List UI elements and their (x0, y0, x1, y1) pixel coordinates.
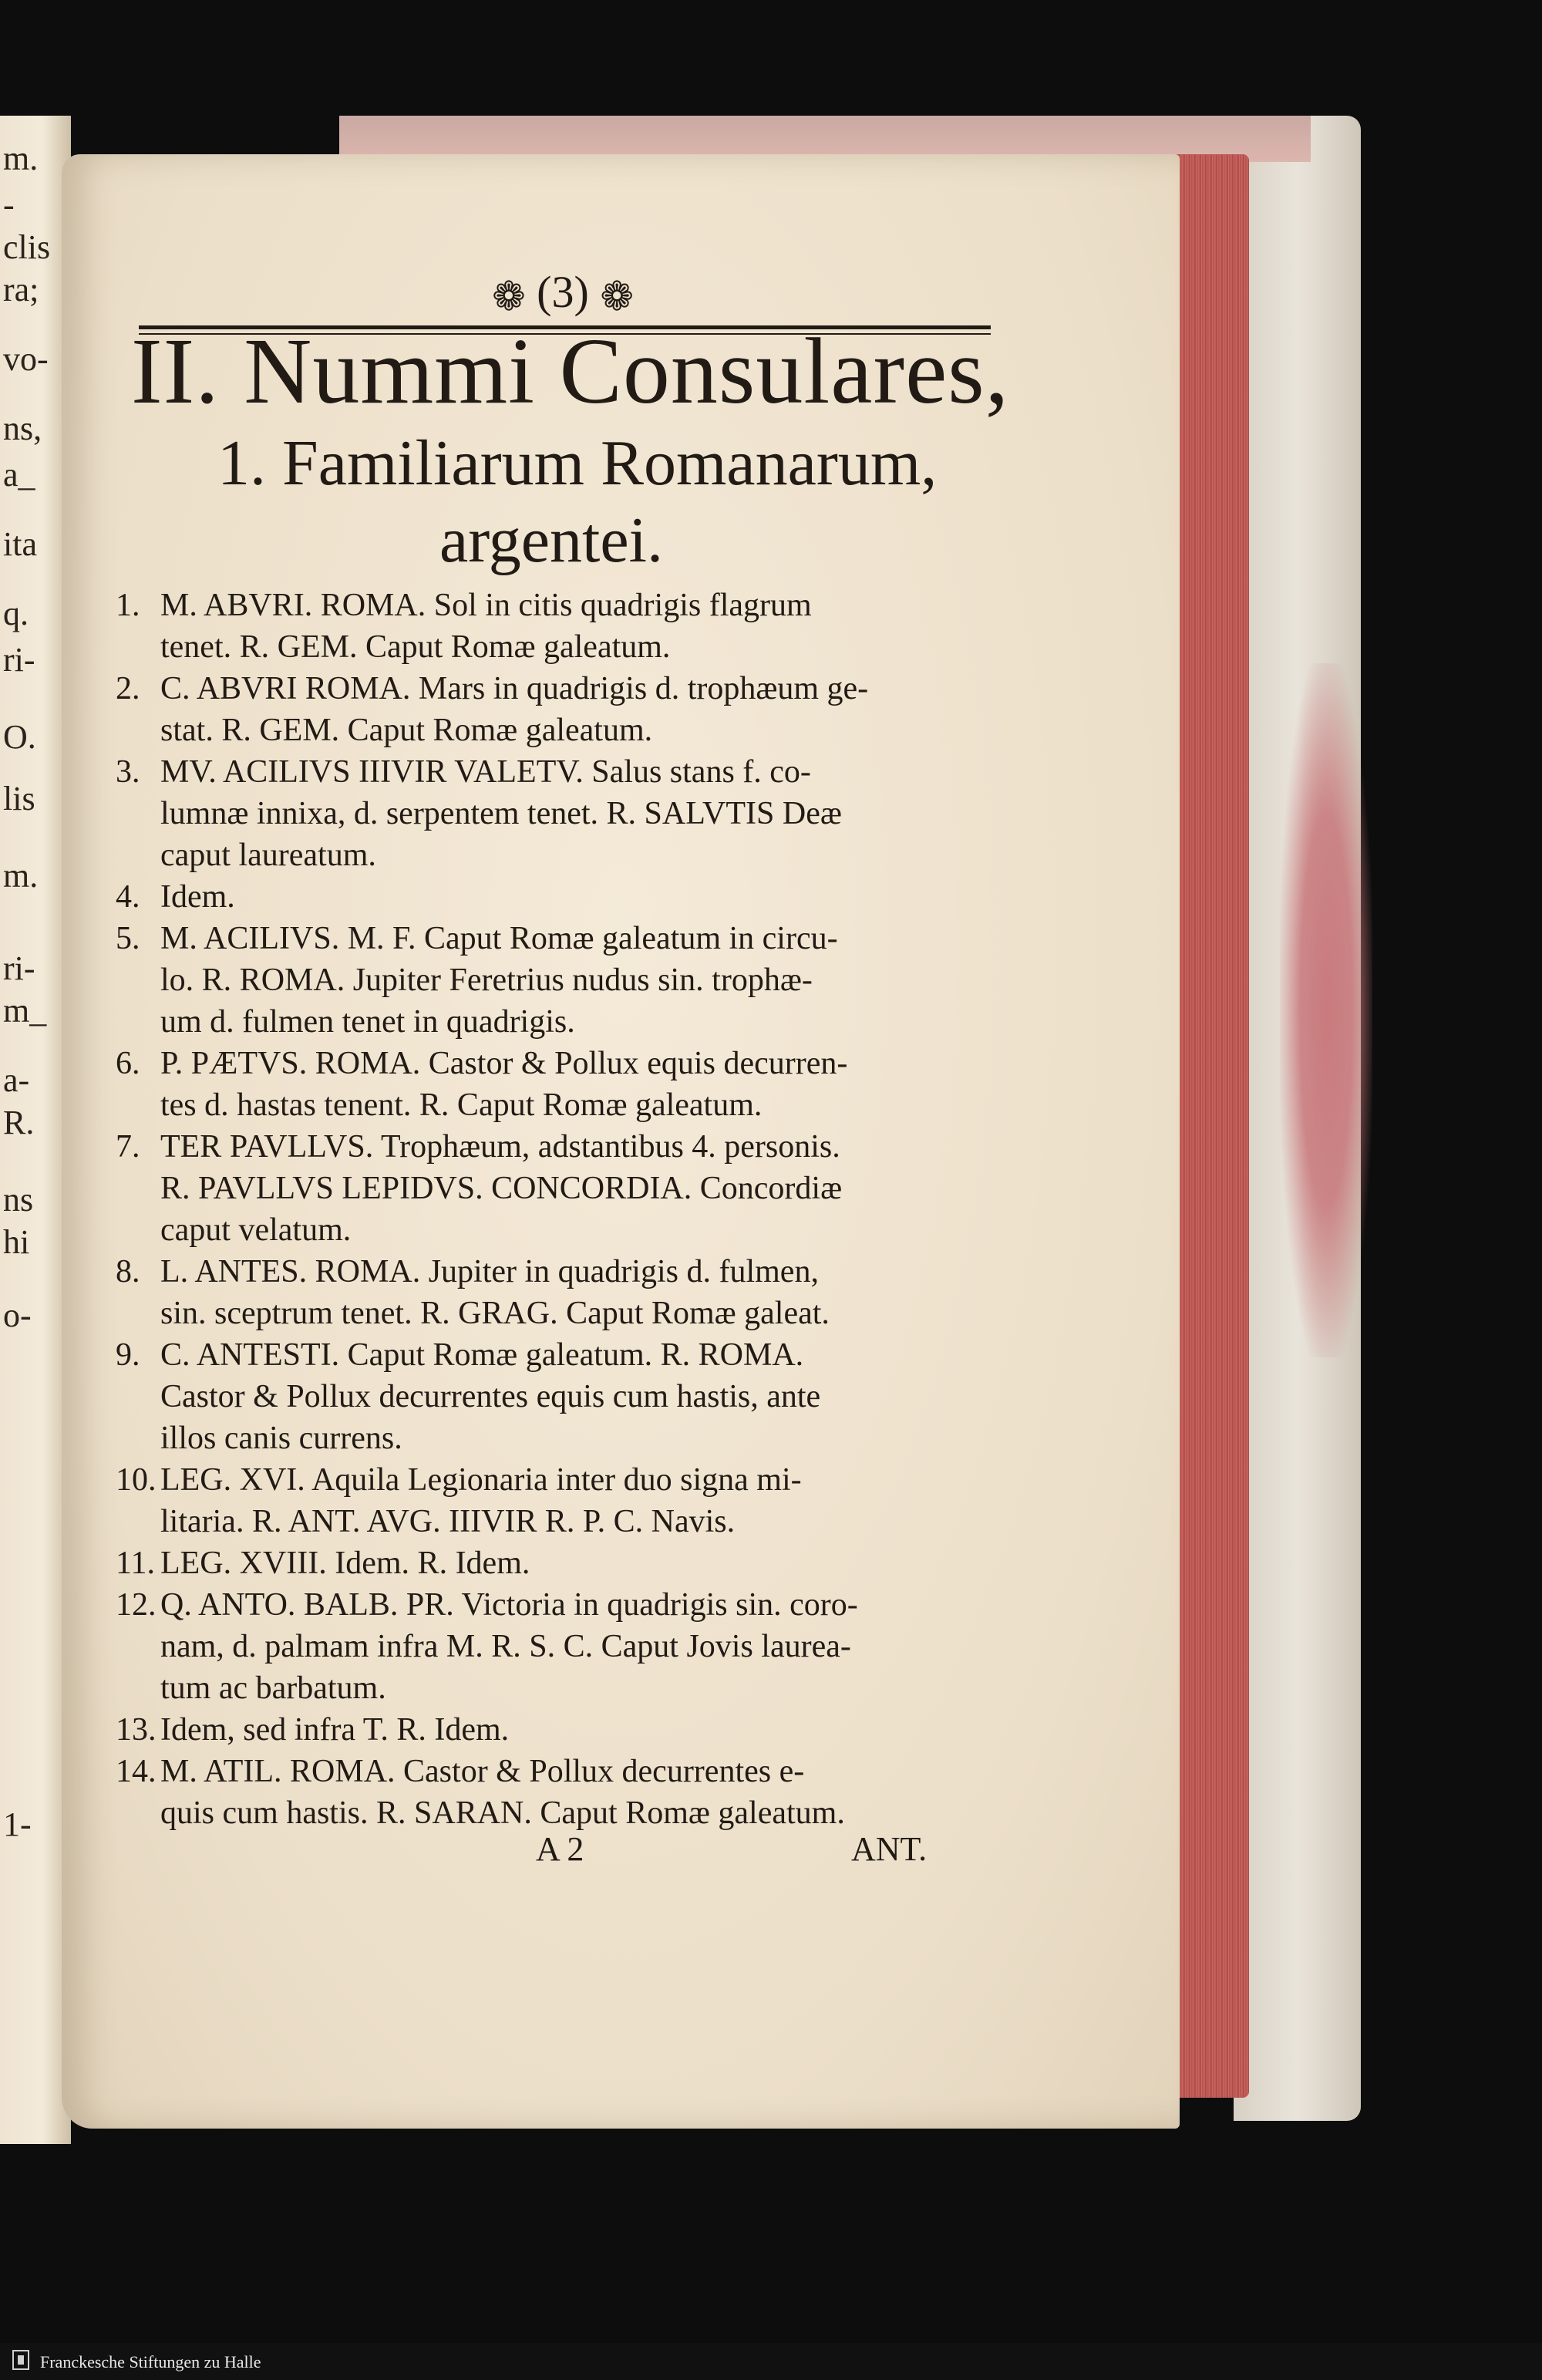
fleuron-icon: ❁ (492, 275, 526, 319)
page-header (432, 266, 694, 320)
entry-number: 5. (116, 921, 140, 956)
left-fragment: ns (3, 1181, 34, 1219)
entry-line: M. ATIL. ROMA. Castor & Pollux decurrentes e- (160, 1754, 805, 1789)
entry-line: litaria. R. ANT. AVG. IIIVIR R. P. C. Navis. (160, 1504, 736, 1539)
entry-line: Q. ANTO. BALB. PR. Victoria in quadrigis sin. coro- (160, 1587, 858, 1623)
left-fragment: m_ (3, 992, 47, 1030)
left-fragment: O. (3, 718, 36, 756)
entry-line: caput laureatum. (160, 838, 376, 873)
coin-entry (116, 585, 987, 668)
entry-number: 1. (116, 588, 140, 623)
entry-number: 6. (116, 1046, 140, 1081)
left-fragment: ri- (3, 641, 35, 679)
left-fragment: R. (3, 1104, 35, 1141)
coin-entry (116, 668, 987, 751)
section-title: II. Nummi Consulares, (131, 319, 1010, 423)
entry-line: LEG. XVIII. Idem. R. Idem. (160, 1546, 530, 1581)
entry-number: 2. (116, 671, 140, 706)
entry-number: 10. (116, 1462, 157, 1498)
coin-entries (116, 585, 987, 1834)
entry-line: um d. fulmen tenet in quadrigis. (160, 1004, 575, 1040)
coin-entry (116, 1251, 987, 1334)
catchword: ANT. (851, 1830, 928, 1868)
entry-line: C. ANTESTI. Caput Romæ galeatum. R. ROMA. (160, 1337, 804, 1373)
left-fragment: clis (3, 228, 51, 266)
entry-line: M. ACILIVS. M. F. Caput Romæ galeatum in circu- (160, 921, 838, 956)
entry-number: 7. (116, 1129, 140, 1165)
entry-line: L. ANTES. ROMA. Jupiter in quadrigis d. fulmen, (160, 1254, 819, 1289)
entry-line: Idem, sed infra T. R. Idem. (160, 1712, 510, 1748)
red-stain (1280, 663, 1372, 1357)
entry-line: Idem. (160, 879, 235, 915)
entry-number: 12. (116, 1587, 157, 1623)
entry-number: 11. (116, 1546, 155, 1581)
entry-line: P. PÆTVS. ROMA. Castor & Pollux equis decurren- (160, 1046, 848, 1081)
coin-entry (116, 1542, 987, 1584)
left-fragment: 1- (3, 1805, 32, 1843)
left-fragment: hi (3, 1223, 30, 1261)
left-fragment: a- (3, 1061, 30, 1099)
section-subtitle: 1. Familiarum Romanarum, (217, 427, 938, 499)
left-page-fragment (0, 116, 71, 2144)
entry-number: 13. (116, 1712, 157, 1748)
entry-number: 4. (116, 879, 140, 915)
left-fragment: a_ (3, 456, 35, 494)
institution-logo-icon (11, 2349, 31, 2372)
entry-line: TER PAVLLVS. Trophæum, adstantibus 4. personis. (160, 1129, 840, 1165)
entry-number: 8. (116, 1254, 140, 1289)
entry-number: 9. (116, 1337, 140, 1373)
coin-entry (116, 1751, 987, 1834)
entry-line: stat. R. GEM. Caput Romæ galeatum. (160, 713, 653, 748)
coin-entry (116, 876, 987, 918)
left-fragment: ra; (3, 271, 39, 308)
entry-line: lo. R. ROMA. Jupiter Feretrius nudus sin. trophæ- (160, 962, 813, 998)
entry-line: lumnæ innixa, d. serpentem tenet. R. SALVTIS Deæ (160, 796, 842, 831)
left-fragment: lis (3, 780, 35, 817)
coin-entry (116, 1126, 987, 1251)
left-fragment: o- (3, 1296, 32, 1334)
coin-entry (116, 1459, 987, 1542)
entry-line: Castor & Pollux decurrentes equis cum hastis, ante (160, 1379, 821, 1414)
entry-line: MV. ACILIVS IIIVIR VALETV. Salus stans f. co- (160, 754, 811, 790)
coin-entry (116, 751, 987, 876)
coin-entry (116, 1043, 987, 1126)
entry-line: quis cum hastis. R. SARAN. Caput Romæ galeatum. (160, 1795, 845, 1831)
coin-entry (116, 1584, 987, 1709)
entry-line: tenet. R. GEM. Caput Romæ galeatum. (160, 629, 671, 665)
left-fragment: m. (3, 140, 39, 177)
credit-footer (0, 2343, 1542, 2380)
signature-mark: A 2 (536, 1830, 584, 1868)
left-fragment: q. (3, 595, 29, 632)
entry-line: tum ac barbatum. (160, 1670, 386, 1706)
entry-line: M. ABVRI. ROMA. Sol in citis quadrigis flagrum (160, 588, 812, 623)
section-subtitle-2: argentei. (439, 504, 663, 576)
entry-number: 14. (116, 1754, 157, 1789)
entry-line: R. PAVLLVS LEPIDVS. CONCORDIA. Concordiæ (160, 1171, 843, 1206)
entry-number: 3. (116, 754, 140, 790)
entry-line: illos canis currens. (160, 1421, 402, 1456)
coin-entry (116, 918, 987, 1043)
left-fragment: ns, (3, 410, 42, 447)
entry-line: C. ABVRI ROMA. Mars in quadrigis d. trophæum ge- (160, 671, 869, 706)
entry-line: sin. sceptrum tenet. R. GRAG. Caput Romæ galeat. (160, 1296, 830, 1331)
left-fragment: - (3, 186, 15, 224)
fleuron-icon: ❁ (600, 275, 634, 319)
left-fragment: m. (3, 857, 39, 895)
entry-line: caput velatum. (160, 1212, 352, 1248)
coin-entry (116, 1334, 987, 1459)
entry-line: LEG. XVI. Aquila Legionaria inter duo signa mi- (160, 1462, 802, 1498)
entry-line: tes d. hastas tenent. R. Caput Romæ galeatum. (160, 1087, 763, 1123)
entry-line: nam, d. palmam infra M. R. S. C. Caput Jovis laurea- (160, 1629, 851, 1664)
coin-entry (116, 1709, 987, 1751)
left-fragment: vo- (3, 340, 49, 378)
left-fragment: ri- (3, 949, 35, 987)
credit-text: Franckesche Stiftungen zu Halle (40, 2352, 261, 2372)
left-fragment: ita (3, 525, 37, 563)
page-number: (3) (537, 267, 589, 317)
